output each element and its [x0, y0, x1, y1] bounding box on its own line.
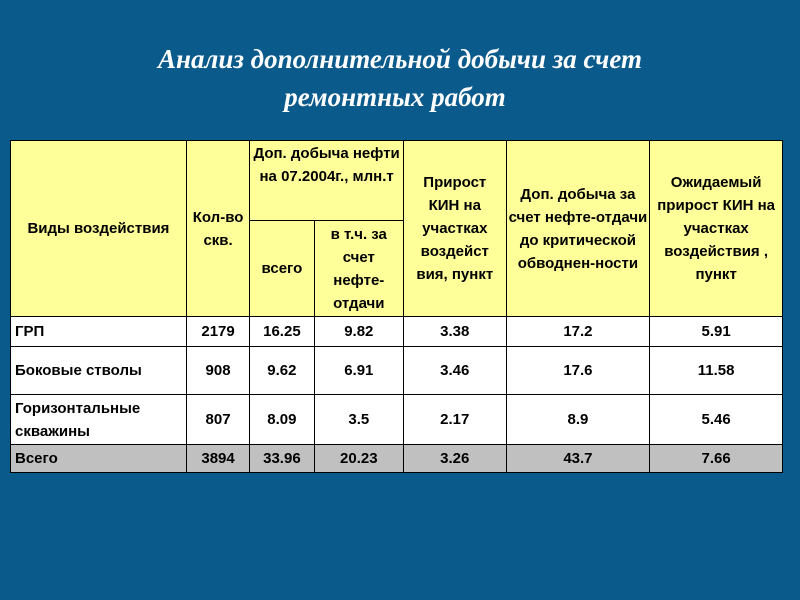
slide-title	[0, 40, 800, 116]
header-total: всего	[250, 221, 314, 317]
data-table	[10, 140, 783, 473]
row-eor: 3.5	[314, 395, 403, 445]
row-name: Горизонтальные скважины	[11, 395, 187, 445]
total-name: Всего	[11, 445, 187, 473]
row-count: 908	[186, 347, 249, 395]
row-kin: 3.46	[404, 347, 507, 395]
total-kin: 3.26	[404, 445, 507, 473]
header-extra-oil: Доп. добыча нефти на 07.2004г., млн.т	[250, 141, 404, 221]
row-crit: 17.6	[506, 347, 650, 395]
row-name: ГРП	[11, 317, 187, 347]
row-expected: 11.58	[650, 347, 783, 395]
row-kin: 2.17	[404, 395, 507, 445]
row-count: 807	[186, 395, 249, 445]
row-kin: 3.38	[404, 317, 507, 347]
total-expected: 7.66	[650, 445, 783, 473]
row-name: Боковые стволы	[11, 347, 187, 395]
header-incl-eor: в т.ч. за счет нефте-отдачи	[314, 221, 403, 317]
row-total: 16.25	[250, 317, 314, 347]
header-kin-growth: Прирост КИН на участках воздейст вия, пункт	[404, 141, 507, 317]
row-total: 8.09	[250, 395, 314, 445]
total-total: 33.96	[250, 445, 314, 473]
table-row	[11, 395, 783, 445]
table-row	[11, 347, 783, 395]
total-count: 3894	[186, 445, 249, 473]
title-line-2: ремонтных работ	[284, 82, 506, 112]
header-extra-by-eor: Доп. добыча за счет нефте-отдачи до критической обводнен-ности	[506, 141, 650, 317]
row-count: 2179	[186, 317, 249, 347]
title-line-1: Анализ дополнительной добычи за счет	[158, 44, 642, 74]
header-count: Кол-во скв.	[186, 141, 249, 317]
table-row	[11, 317, 783, 347]
row-crit: 8.9	[506, 395, 650, 445]
total-row	[11, 445, 783, 473]
row-expected: 5.91	[650, 317, 783, 347]
total-eor: 20.23	[314, 445, 403, 473]
row-total: 9.62	[250, 347, 314, 395]
total-crit: 43.7	[506, 445, 650, 473]
row-crit: 17.2	[506, 317, 650, 347]
row-eor: 9.82	[314, 317, 403, 347]
header-types: Виды воздействия	[11, 141, 187, 317]
row-eor: 6.91	[314, 347, 403, 395]
header-expected-kin: Ожидаемый прирост КИН на участках воздействия , пункт	[650, 141, 783, 317]
row-expected: 5.46	[650, 395, 783, 445]
